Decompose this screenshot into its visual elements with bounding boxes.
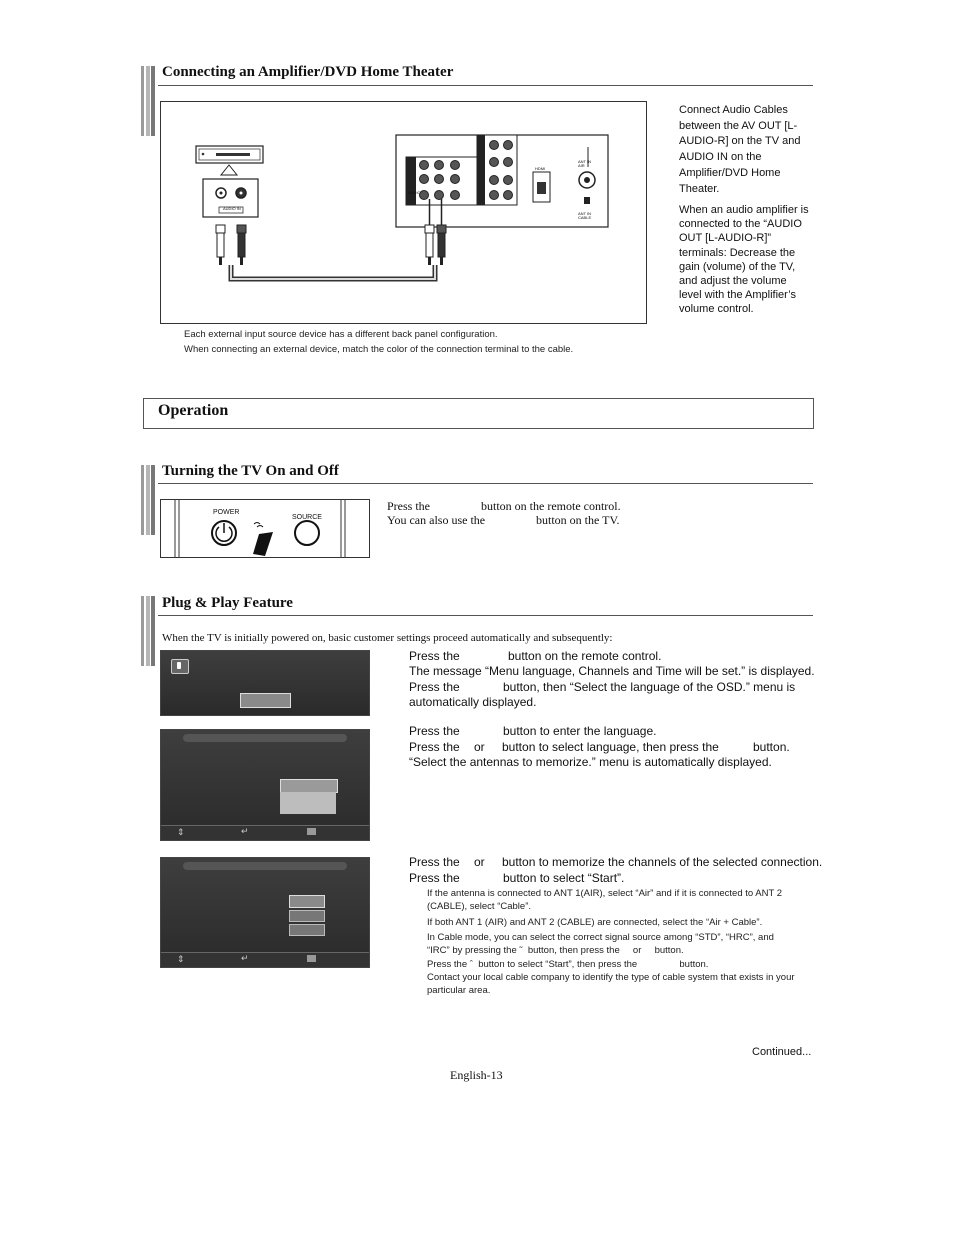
section-title-power: Turning the TV On and Off [162,463,339,479]
panel-config-note: Each external input source device has a different back panel configuration. [184,329,498,340]
page-number: English-13 [450,1068,503,1082]
connection-diagram-svg [161,102,646,323]
enter-icon: ↵ [241,826,249,836]
remote-svg [161,500,369,557]
plug-play-intro: When the TV is initially powered on, basic customer settings proceed automatically and subsequently: [162,632,613,644]
source-button-shape [295,521,319,545]
step1-text: Press the [409,680,460,694]
amplifier-instructions: Connect Audio Cables between the AV OUT [L-AUDIO-R] on the TV and AUDIO IN on the Amplifier/DVD Home Theater. [679,104,801,195]
diagram-label-audio: AUDIO [408,190,421,195]
section-marker [141,465,155,535]
step3-text: button to memorize the channels of the selected connection. [502,855,823,869]
section-title-plug-play: Plug & Play Feature [162,595,293,611]
antenna-note-1: If the antenna is connected to ANT 1(AIR), select “Air” and if it is connected to ANT 2 (CABLE), select “Cable”. [427,888,783,913]
step1-text: Press the [409,649,460,663]
connection-diagram [160,101,647,324]
source-label: SOURCE [292,514,322,521]
step2-text: or [474,740,485,754]
antenna-note-3a: In Cable mode, you can select the correct signal source among “STD”, “HRC”, and [427,932,774,943]
operation-banner [143,398,814,429]
osd-screen-antenna [160,857,370,968]
arrow-up-icon [221,165,237,175]
enter-icon: ↵ [241,953,249,963]
step1-text: automatically displayed. [409,695,537,709]
antenna-note-3b: “IRC” by pressing the ˜ button, then press the or button. [427,945,684,956]
power-label: POWER [213,509,240,516]
section-rule [158,483,813,484]
skip-icon [307,828,316,835]
power-text-1b: button on the remote control. [481,499,621,513]
continued-text: Continued... [752,1046,812,1058]
step3-text: or [474,855,485,869]
step2-text: button. [753,740,790,754]
step3-text: Press the [409,855,460,869]
step3-text: button to select “Start”. [503,871,625,885]
step2-text: Press the [409,740,460,754]
antenna-note-2: If both ANT 1 (AIR) and ANT 2 (CABLE) are connected, select the “Air + Cable”. [427,917,763,928]
osd-screen-welcome [160,650,370,716]
diagram-label-audio-in: AUDIO IN [223,206,241,211]
color-match-note: When connecting an external device, match the color of the connection terminal to the cable. [184,344,574,355]
power-text-1a: Press the [387,499,430,513]
power-text-2b: button on the TV. [536,513,620,527]
diagram-label-ant-air: ANT IN AIR [578,159,592,168]
section-title-amplifier: Connecting an Amplifier/DVD Home Theater [162,64,454,80]
operation-title: Operation [158,402,229,419]
diagram-label-hdmi: HDMI [535,166,546,171]
section-rule [158,615,813,616]
section-marker [141,66,155,136]
antenna-note-4: Press the ˆ button to select “Start”, then press the button. [427,959,709,970]
step3-text: Press the [409,871,460,885]
move-icon: ⇕ [177,954,185,964]
ok-button-shape [240,693,291,708]
section-marker [141,596,155,666]
step2-text: button to enter the language. [503,724,657,738]
step2-text: Press the [409,724,460,738]
step2-text: “Select the antennas to memorize.” menu is automatically displayed. [409,755,772,769]
remote-illustration [160,499,370,558]
skip-icon [307,955,316,962]
step2-text: button to select language, then press the [502,740,719,754]
amplifier-volume-note: When an audio amplifier is connected to the “AUDIO OUT [L-AUDIO-R]” terminals: Decrease the gain (volume) of the TV, and adjust the volume level with the Amplifier’s volume control. [679,204,809,316]
antenna-note-5: Contact your local cable company to identify the type of cable system that exists in your particular area. [427,972,795,997]
osd-screen-language [160,729,370,841]
section-rule [158,85,813,86]
step1-text: The message “Menu language, Channels and Time will be set.” is displayed. [409,664,815,678]
step1-text: button, then “Select the language of the OSD.” menu is [503,680,796,694]
power-text-2a: You can also use the [387,513,486,527]
move-icon: ⇕ [177,827,185,837]
diagram-label-ant-cable: ANT IN CABLE [578,211,592,220]
step1-text: button on the remote control. [508,649,662,663]
